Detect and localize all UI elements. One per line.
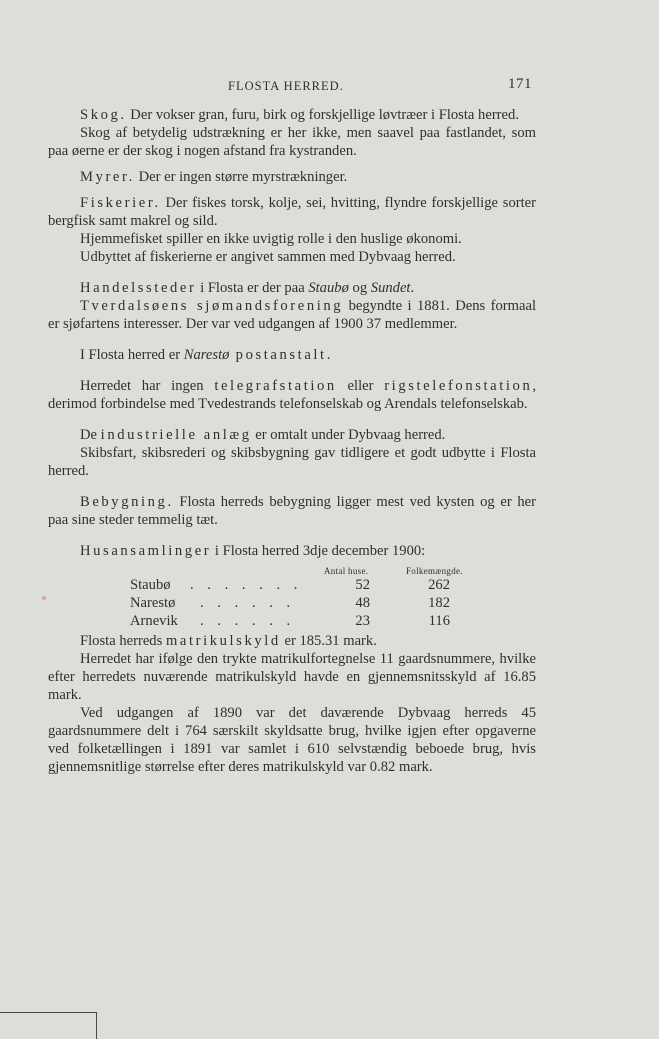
section-lead-sjomandsforening: Tverdalsøens sjømandsforening [80, 298, 344, 314]
spaced-industrielle-anlaeg: industrielle anlæg [100, 427, 252, 443]
paragraph-myrer [48, 168, 536, 186]
paragraph-text: Herredet har ingen [80, 378, 215, 394]
paper-speck [42, 596, 46, 600]
row-houses: 23 [355, 613, 370, 629]
row-population: 262 [428, 577, 450, 593]
paragraph-text: , derimod forbindelse med Tvedestrands telefonselskab og Arendals telefonselskab. [48, 378, 536, 412]
row-population: 182 [428, 595, 450, 611]
column-header-population: Folkemængde. [406, 566, 463, 576]
paragraph-postanstalt [48, 346, 536, 364]
paragraph-matrikulskyld-3: Ved udgangen af 1890 var det daværende Dybvaag herreds 45 gaardsnummere delt i 764 særskilt skyldsatte brug, hvilke igjen efter opgaverne ved folketællingen i 1891 var samlet i 610 selvstændig beboede brug, hvis gjennemsnitlige størrelse efter deres matrikulskyld var 0.82 mark. [48, 705, 536, 775]
section-lead-skog: Skog. [80, 107, 127, 123]
spaced-rigstelefonstation: rigstelefonstation [384, 378, 533, 394]
running-header [0, 76, 659, 96]
row-population: 116 [428, 613, 450, 629]
page-number: 171 [508, 76, 532, 92]
table-row [48, 594, 536, 612]
row-name: Staubø [130, 577, 171, 593]
column-header-houses: Antal huse. [324, 566, 369, 576]
settlement-table [48, 564, 536, 629]
row-name: Narestø [130, 595, 176, 611]
paragraph-text: i Flosta herred 3dje december 1900: [211, 543, 426, 559]
paragraph-text: Der er ingen større myrstrækninger. [134, 169, 348, 185]
paragraph-text: Der vokser gran, furu, birk og forskjellige løvtræer i Flosta herred. [126, 107, 519, 123]
paragraph-bebygning [48, 493, 536, 529]
place-sundet: Sundet [370, 280, 411, 296]
paragraph-text: er omtalt under Dybvaag herred. [251, 427, 446, 443]
paragraph-text: De [80, 427, 101, 443]
paragraph-text: er 185.31 mark. [280, 633, 377, 649]
paragraph-sjomandsforening [48, 297, 536, 333]
table-row [48, 612, 536, 630]
header-title: FLOSTA HERRED. [228, 79, 344, 93]
row-leader-dots: . . . . . . . [190, 577, 303, 593]
table-row [48, 576, 536, 594]
paragraph-text: postanstalt. [229, 347, 333, 363]
paragraph-husansamlinger [48, 542, 536, 560]
paragraph-skibsfart: Skibsfart, skibsrederi og skibsbygning gav tidligere et godt udbytte i Flosta herred. [48, 445, 536, 479]
paragraph-text: Flosta herreds [80, 633, 166, 649]
row-houses: 52 [355, 577, 370, 593]
section-lead-husansamlinger: Husansamlinger [80, 543, 212, 559]
spaced-matrikulskyld: matrikulskyld [165, 633, 281, 649]
paragraph-text: begyndte i 1881. Dens formaal er sjøfartens interesser. Der var ved udgangen af 1900 37 medlemmer. [48, 298, 537, 332]
paragraph-telegraf [48, 377, 536, 413]
body-text [48, 106, 536, 776]
paragraph-text: Der fiskes torsk, kolje, sei, hvitting, flyndre forskjellige sorter bergfisk samt makrel og sild. [48, 195, 536, 229]
section-lead-fiskerier: Fiskerier. [80, 195, 161, 211]
paragraph-skog [48, 106, 536, 124]
paragraph-text: i Flosta er der paa [196, 280, 309, 296]
paragraph-text: I Flosta herred er [80, 347, 184, 363]
row-name: Arnevik [130, 613, 178, 629]
section-lead-bebygning: Bebygning. [80, 494, 174, 510]
section-lead-handelssteder: Handelssteder [80, 280, 197, 296]
paragraph-fiskerier [48, 194, 536, 230]
paragraph-skog-2: Skog af betydelig udstrækning er her ikke, men saavel paa fastlandet, som paa øerne er der skog i nogen afstand fra kystranden. [48, 125, 536, 159]
section-lead-myrer: Myrer. [80, 169, 135, 185]
paragraph-text: og [348, 280, 371, 296]
place-naresto: Narestø [183, 347, 230, 363]
paragraph-fiskerier-3: Udbyttet af fiskerierne er angivet sammen med Dybvaag herred. [80, 249, 456, 265]
place-staubo: Staubø [308, 280, 349, 296]
spaced-telegrafstation: telegrafstation [214, 378, 337, 394]
paragraph-text: Flosta herreds bebygning ligger mest ved kysten og er her paa sine steder temmelig tæt. [48, 494, 536, 528]
page-corner-mark [0, 1012, 97, 1039]
paragraph-text: . [410, 280, 415, 296]
paragraph-matrikulskyld [48, 632, 536, 650]
paragraph-text: eller [336, 378, 385, 394]
paragraph-industri [48, 426, 536, 444]
row-leader-dots: . . . . . . [200, 595, 296, 611]
paragraph-matrikulskyld-2: Herredet har ifølge den trykte matrikulfortegnelse 11 gaardsnummere, hvilke efter herredets nuværende matrikulskyld havde en gjennemsnitsskyld af 16.85 mark. [48, 651, 536, 703]
paragraph-handelssteder [48, 279, 536, 297]
row-houses: 48 [355, 595, 370, 611]
paragraph-fiskerier-2: Hjemmefisket spiller en ikke uvigtig rolle i den huslige økonomi. [80, 231, 462, 247]
row-leader-dots: . . . . . . [200, 613, 296, 629]
